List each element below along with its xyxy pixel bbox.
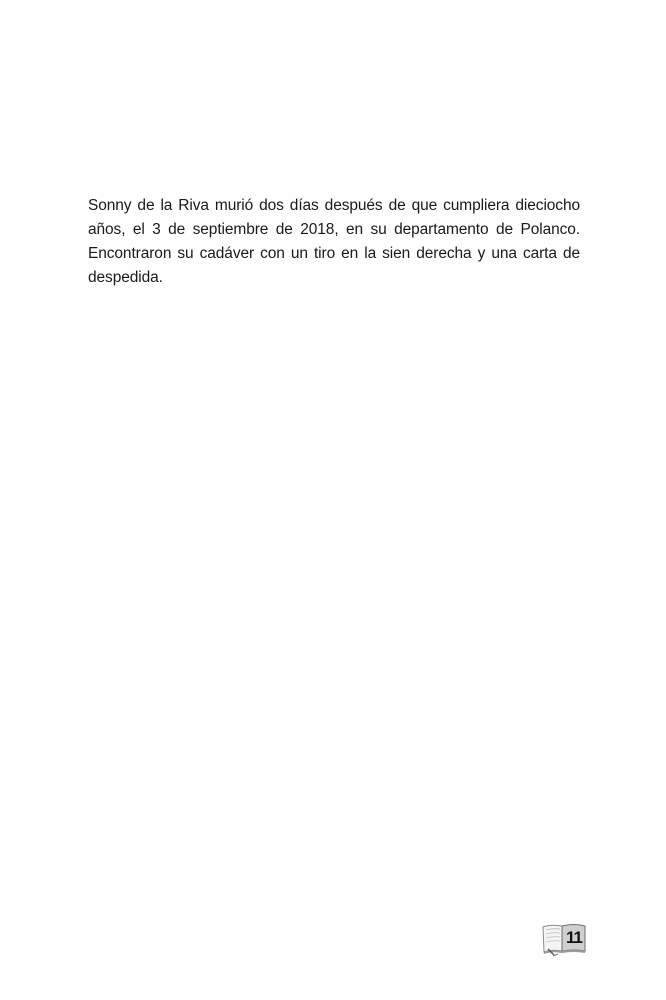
- page-number: 11: [566, 928, 582, 947]
- body-paragraph: Sonny de la Riva murió dos días después de que cumpliera dieciocho años, el 3 de septiembre de 2018, en su departamento de Polanco. Encontraron su cadáver con un tiro en la sien derecha y una carta de despedida.: [88, 197, 580, 286]
- page-number-badge: [540, 921, 588, 957]
